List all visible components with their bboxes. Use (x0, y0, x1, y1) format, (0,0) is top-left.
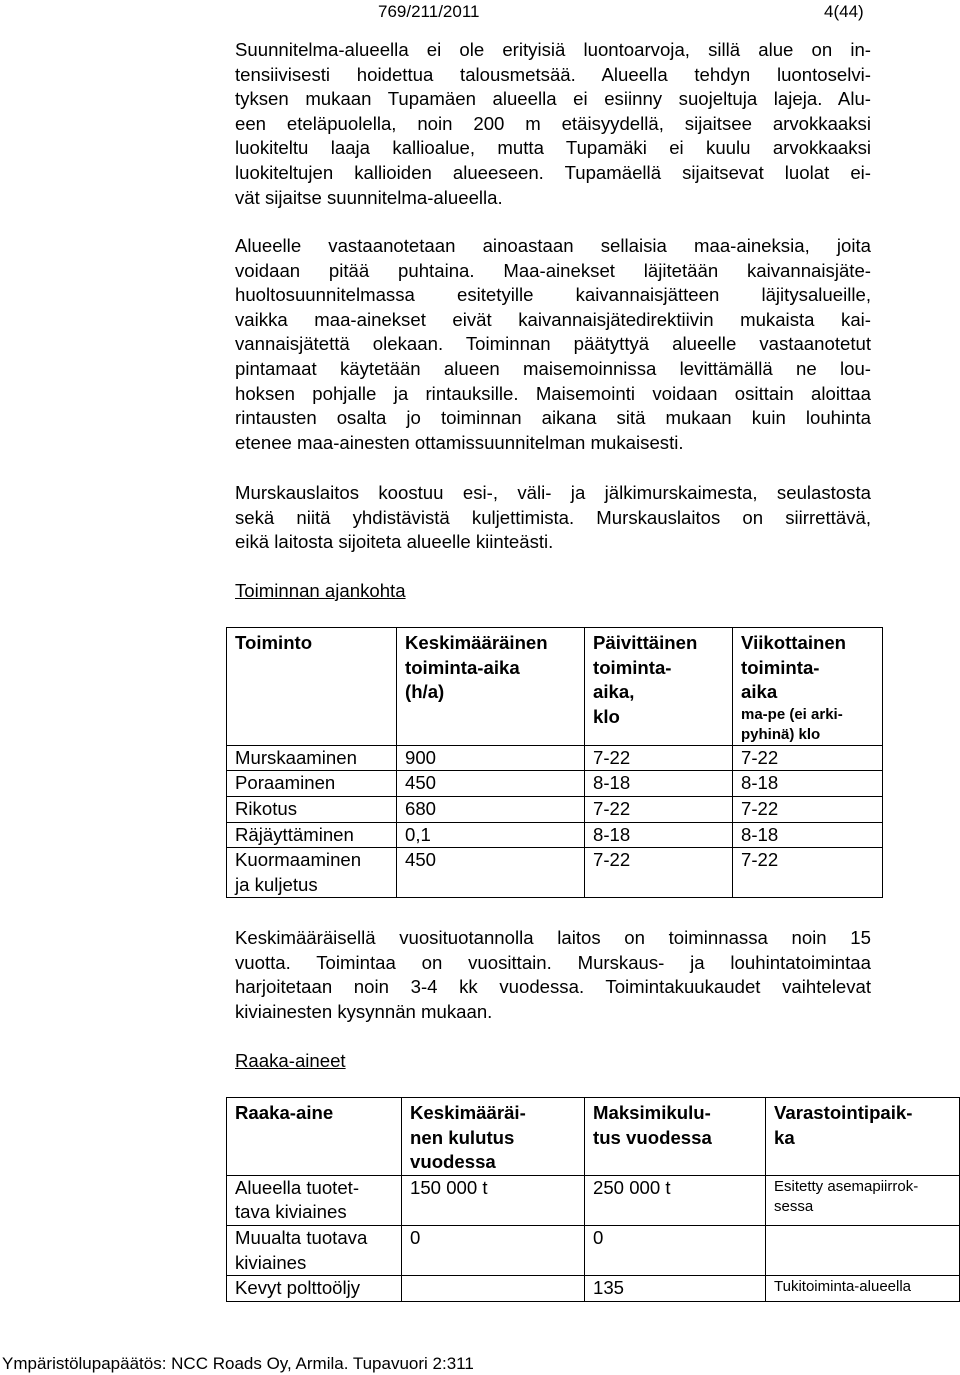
storage-location-cell (766, 1175, 960, 1225)
table-row (227, 822, 883, 848)
column-header (585, 1098, 766, 1176)
table-header-row (227, 1098, 960, 1176)
cell-text: Rikotus (235, 797, 298, 819)
document-number: 769/211/2011 (378, 2, 480, 21)
cell-text: nen kulutus (410, 1126, 515, 1148)
paragraph-line: Suunnitelma-alueella ei ole erityisiä luontoarvoja, sillä alue on in- (235, 39, 871, 60)
weekly-time-cell: 7-22 (733, 745, 883, 771)
column-header-note: pyhinä) klo (741, 725, 821, 743)
column-header (397, 628, 585, 746)
paragraph-line: vät sijaitse suunnitelma-alueella. (235, 186, 503, 208)
daily-time-cell: 8-18 (585, 822, 733, 848)
max-consumption-cell: 250 000 t (585, 1175, 766, 1225)
cell-text: aika (741, 681, 778, 703)
paragraph-line: vaikka maa-ainekset eivät kaivannaisjätedirektiivin mukaista kai- (235, 308, 871, 330)
storage-location-cell (766, 1276, 960, 1302)
avg-consumption-cell: 0 (402, 1225, 585, 1275)
cell-text: Alueella tuotet- (235, 1176, 360, 1198)
paragraph-line: huoltosuunnitelmassa esitetyille kaivannaisjätteen läjitysalueille, (235, 284, 871, 306)
paragraph-line: Murskauslaitos koostuu esi-, väli- ja jälkimurskaimesta, seulastosta (235, 482, 871, 503)
paragraph-line: rintausten osalta jo toiminnan aikana sitä mukaan kuin louhinta (235, 407, 871, 429)
avg-consumption-cell: 150 000 t (402, 1175, 585, 1225)
avg-hours-cell: 680 (397, 796, 585, 822)
activity-cell (227, 796, 397, 822)
table-header-row (227, 628, 883, 746)
avg-hours-cell: 450 (397, 771, 585, 797)
column-header (227, 1098, 402, 1176)
cell-text: Murskaaminen (235, 746, 357, 768)
cell-text: Keskimääräinen (405, 632, 548, 653)
avg-consumption-cell (402, 1276, 585, 1302)
cell-text: tava kiviaines (235, 1201, 347, 1223)
paragraph-line: kiviainesten kysynnän mukaan. (235, 1000, 493, 1022)
paragraph-line: luokiteltu laaja kallioalue, mutta Tupamäki ei kuulu arvokkaaksi (235, 137, 871, 159)
table-row (227, 1276, 960, 1302)
cell-text: Räjäyttäminen (235, 823, 354, 845)
cell-text: Varastointipaik- (774, 1102, 913, 1123)
column-header (766, 1098, 960, 1176)
cell-text: sessa (774, 1197, 814, 1215)
activity-cell (227, 771, 397, 797)
cell-text: ja kuljetus (235, 873, 318, 895)
cell-text: (h/a) (405, 681, 445, 703)
paragraph-line: vuotta. Toimintaa on vuosittain. Murskaus- ja louhintatoimintaa (235, 951, 871, 973)
weekly-time-cell: 7-22 (733, 848, 883, 898)
cell-text: Toiminto (235, 632, 313, 653)
daily-time-cell: 7-22 (585, 745, 733, 771)
paragraph-line: Keskimääräisellä vuosituotannolla laitos on toiminnassa noin 15 (235, 927, 871, 948)
material-cell (227, 1225, 402, 1275)
material-cell (227, 1276, 402, 1302)
heading-raw-materials: Raaka-aineet (235, 1050, 346, 1071)
cell-text: toiminta- (593, 656, 672, 678)
cell-text: Kuormaaminen (235, 849, 362, 871)
weekly-time-cell: 7-22 (733, 796, 883, 822)
cell-text: aika, (593, 681, 635, 703)
cell-text: Muualta tuotava (235, 1226, 368, 1248)
table-row (227, 771, 883, 797)
table-row (227, 796, 883, 822)
weekly-time-cell: 8-18 (733, 771, 883, 797)
column-header (402, 1098, 585, 1176)
table-row (227, 1225, 960, 1275)
paragraph-line: een eteläpuolella, noin 200 m etäisyydellä, sijaitsee arvokkaaksi (235, 112, 871, 134)
cell-text: Kevyt polttoöljy (235, 1277, 361, 1299)
raw-materials-table (226, 1097, 960, 1302)
column-header (227, 628, 397, 746)
daily-time-cell: 7-22 (585, 848, 733, 898)
cell-text: Keskimääräi- (410, 1102, 526, 1123)
cell-text: Poraaminen (235, 772, 336, 794)
column-header (733, 628, 883, 746)
storage-location-cell (766, 1225, 960, 1275)
activity-cell (227, 745, 397, 771)
cell-text: ka (774, 1126, 795, 1148)
cell-text: klo (593, 705, 620, 727)
paragraph-line: sekä niitä yhdistävistä kuljettimista. Murskauslaitos on siirrettävä, (235, 506, 871, 528)
page-number: 4(44) (824, 2, 864, 21)
table-row (227, 745, 883, 771)
cell-text: tus vuodessa (593, 1126, 712, 1148)
paragraph-line: pintamaat käytetään alueen maisemoinnissa levittämällä ne lou- (235, 357, 871, 379)
paragraph-line: luokiteltujen kallioiden alueeseen. Tupamäellä sijaitsevat luolat ei- (235, 161, 871, 183)
daily-time-cell: 8-18 (585, 771, 733, 797)
cell-text: kiviaines (235, 1251, 307, 1273)
column-header-note: ma-pe (ei arki- (741, 705, 843, 723)
paragraph-line: vannaisjätettä olekaan. Toiminnan päätyttyä alueelle vastaanotetut (235, 333, 871, 355)
max-consumption-cell: 0 (585, 1225, 766, 1275)
activity-cell (227, 848, 397, 898)
paragraph-3 (235, 481, 871, 555)
paragraph-1 (235, 38, 871, 210)
weekly-time-cell: 8-18 (733, 822, 883, 848)
cell-text: toiminta- (741, 656, 820, 678)
max-consumption-cell: 135 (585, 1276, 766, 1302)
footer-decision-title: Ympäristölupapäätös: NCC Roads Oy, Armila. Tupavuori 2:311 (2, 1354, 474, 1373)
avg-hours-cell: 0,1 (397, 822, 585, 848)
column-header (585, 628, 733, 746)
paragraph-line: tensiivisesti hoidettua talousmetsää. Alueella tehdyn luontoselvi- (235, 63, 871, 85)
daily-time-cell: 7-22 (585, 796, 733, 822)
paragraph-line: Alueelle vastaanotetaan ainoastaan sellaisia maa-aineksia, joita (235, 235, 871, 256)
paragraph-2 (235, 234, 871, 455)
paragraph-line: voidaan pitää puhtaina. Maa-ainekset läjitetään kaivannaisjäte- (235, 259, 871, 281)
table-row (227, 848, 883, 898)
cell-text: Maksimikulu- (593, 1102, 711, 1123)
material-cell (227, 1175, 402, 1225)
activity-cell (227, 822, 397, 848)
paragraph-line: etenee maa-ainesten ottamissuunnitelman mukaisesti. (235, 431, 684, 453)
avg-hours-cell: 450 (397, 848, 585, 898)
paragraph-line: tyksen mukaan Tupamäen alueella ei esiinny suojeltuja lajeja. Alu- (235, 88, 871, 110)
cell-text: Viikottainen (741, 632, 847, 653)
cell-text: Tukitoiminta-alueella (774, 1278, 912, 1296)
cell-text: Raaka-aine (235, 1102, 334, 1123)
paragraph-line: hoksen pohjalle ja rintauksille. Maisemointi voidaan osittain aloittaa (235, 382, 871, 404)
cell-text: vuodessa (410, 1151, 496, 1173)
operating-time-table (226, 627, 883, 898)
paragraph-line: harjoitetaan noin 3-4 kk vuodessa. Toimintakuukaudet vaihtelevat (235, 976, 871, 998)
heading-operating-time: Toiminnan ajankohta (235, 580, 406, 601)
cell-text: Päivittäinen (593, 632, 698, 653)
avg-hours-cell: 900 (397, 745, 585, 771)
paragraph-4 (235, 926, 871, 1024)
cell-text: toiminta-aika (405, 656, 520, 678)
table-row (227, 1175, 960, 1225)
paragraph-line: eikä laitosta sijoiteta alueelle kiinteästi. (235, 531, 554, 553)
cell-text: Esitetty asemapiirrok- (774, 1177, 919, 1195)
